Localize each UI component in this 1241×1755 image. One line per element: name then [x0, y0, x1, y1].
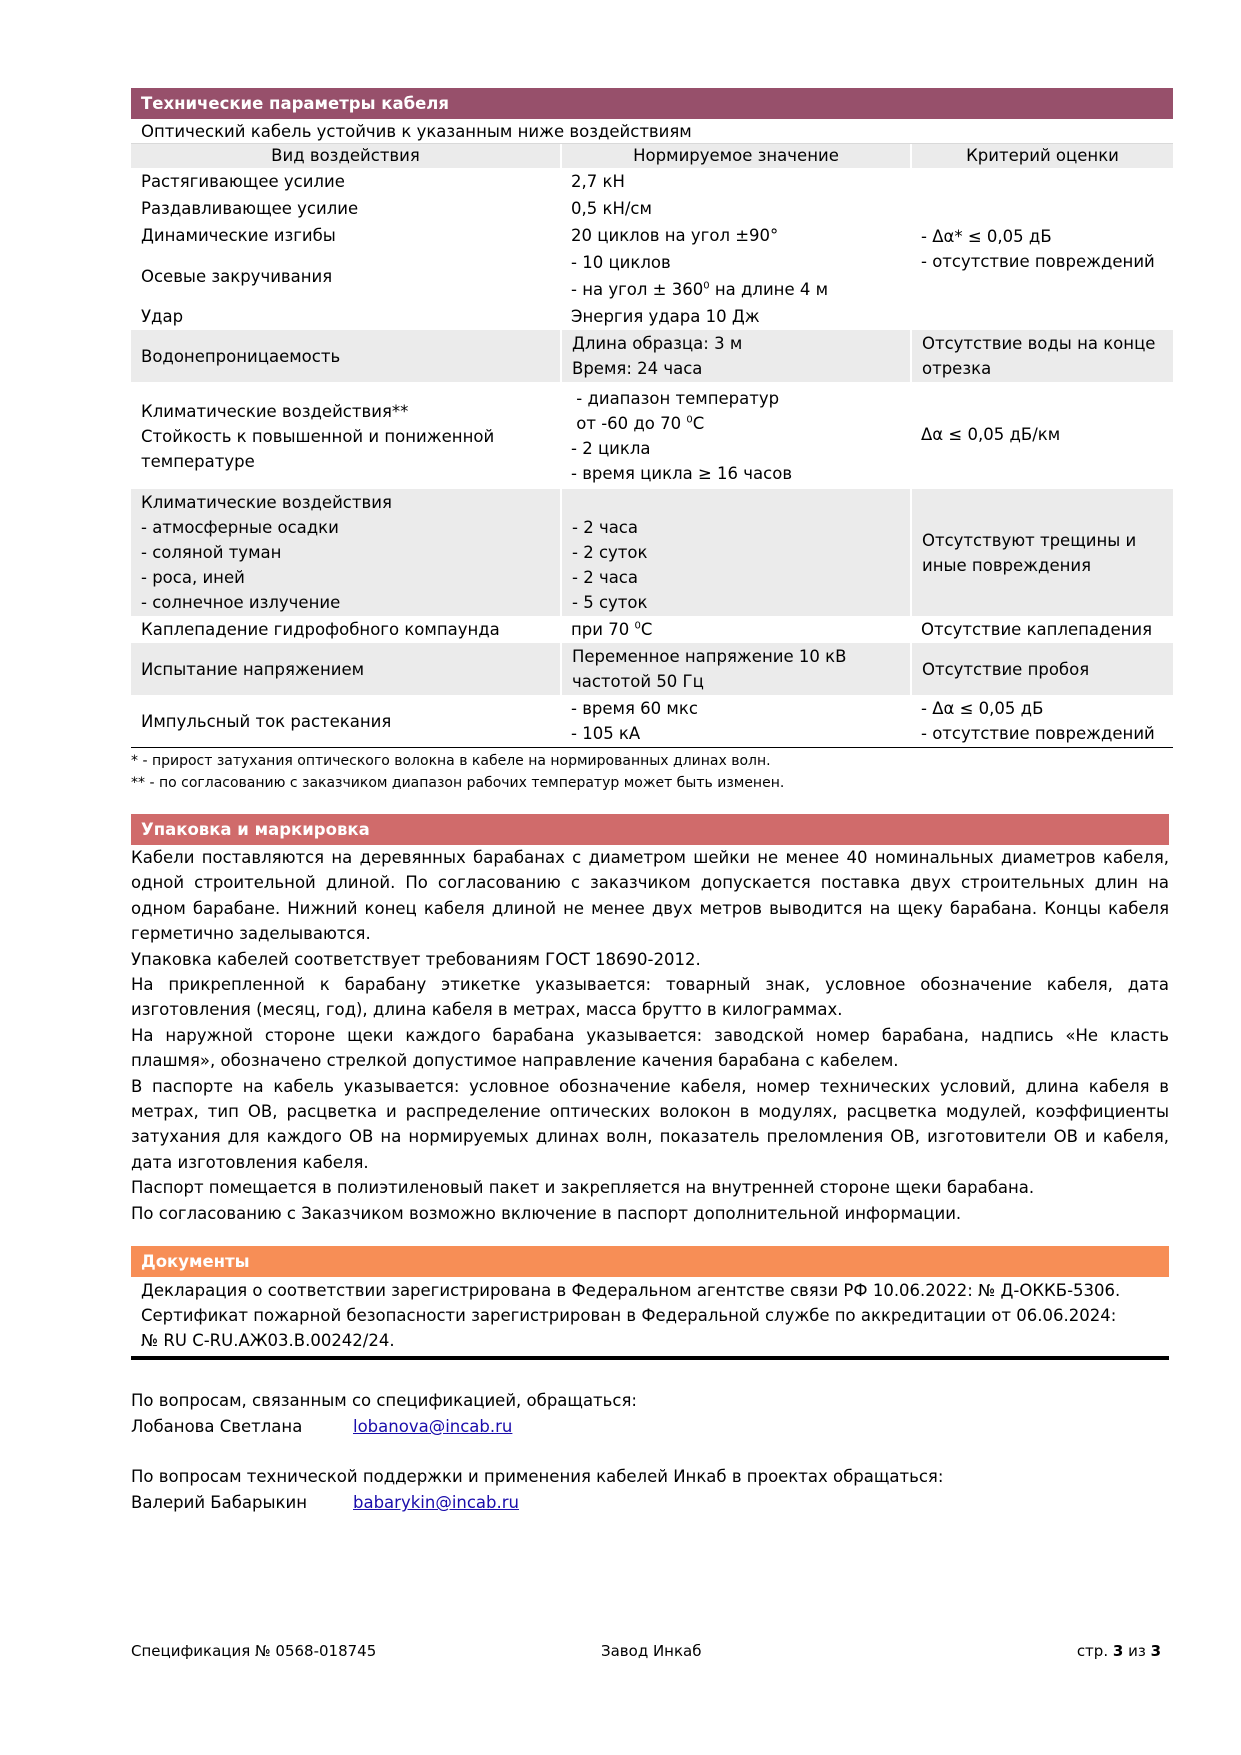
row-value: Энергия удара 10 Дж	[571, 307, 760, 326]
support-contact	[131, 1490, 1181, 1516]
row-value: - 2 часа - 2 суток - 2 часа - 5 суток	[561, 488, 911, 616]
spec-contact	[131, 1414, 1181, 1440]
certificate-line: Сертификат пожарной безопасности зарегистрирован в Федеральной службе по аккредитации от 06.06.2024:	[141, 1306, 1117, 1326]
row-criterion: Отсутствие пробоя	[911, 643, 1173, 695]
row-criterion: Отсутствие воды на конце отрезка	[911, 330, 1173, 382]
packing-paragraph: Кабели поставляются на деревянных барабанах с диаметром шейки не менее 40 номинальных диаметров кабеля, одной строительной длиной. По согласованию с заказчиком допускается поставка двух строительных длин на одном барабане. Нижний конец кабеля длиной не менее двух метров выводится на щеку барабана. Концы кабеля герметично заделываются.	[131, 848, 1169, 944]
table-row	[131, 330, 1173, 382]
row-value: Переменное напряжение 10 кВ частотой 50 Гц	[561, 643, 911, 695]
tech-params-table	[131, 144, 1173, 748]
col-header-criterion: Критерий оценки	[911, 144, 1173, 168]
table-header-row	[131, 144, 1173, 168]
row-criterion: Отсутствуют трещины и иные повреждения	[911, 488, 1173, 616]
row-value: 2,7 кН	[571, 172, 625, 191]
row-name: Водонепроницаемость	[131, 330, 561, 382]
footnote-2: ** - по согласованию с заказчиком диапазон рабочих температур может быть изменен.	[131, 775, 785, 791]
row-value: 0,5 кН/см	[571, 199, 652, 218]
footer-page-number: стр. 3 из 3	[1076, 1642, 1161, 1660]
row-name: Растягивающее усилие	[141, 172, 345, 191]
col-header-impact: Вид воздействия	[131, 144, 561, 168]
documents-title: Документы	[131, 1246, 1169, 1277]
documents-text	[131, 1277, 1169, 1360]
row-name: Осевые закручивания	[141, 266, 333, 286]
packing-paragraph: На наружной стороне щеки каждого барабана указывается: заводской номер барабана, надпись «Не класть плашмя», обозначено стрелкой допустимое направление качения барабана с кабелем.	[131, 1025, 1169, 1071]
packing-text	[131, 845, 1169, 1226]
row-value: - 10 циклов	[571, 253, 671, 272]
table-row	[131, 616, 1173, 643]
footnote-1: * - прирост затухания оптического волокна в кабеле на нормированных длинах волн.	[131, 753, 771, 769]
certificate-number: № RU C-RU.АЖ03.В.00242/24.	[141, 1331, 395, 1351]
row-value: при 70 $^0$С	[571, 620, 653, 639]
table-row	[131, 488, 1173, 616]
row-criterion: Δα ≤ 0,05 дБ/км	[921, 425, 1061, 444]
table-row	[131, 695, 1173, 748]
row-value: Длина образца: 3 м Время: 24 часа	[561, 330, 911, 382]
support-contact-name: Валерий Бабарыкин	[131, 1493, 307, 1513]
packing-paragraph: По согласованию с Заказчиком возможно включение в паспорт дополнительной информации.	[131, 1203, 962, 1223]
col-header-value: Нормируемое значение	[561, 144, 911, 168]
row-name: Раздавливающее усилие	[141, 199, 359, 218]
row-name: Каплепадение гидрофобного компаунда	[141, 620, 500, 639]
packing-paragraph: Паспорт помещается в полиэтиленовый пакет и закрепляется на внутренней стороне щеки барабана.	[131, 1178, 1035, 1198]
tech-params-title: Технические параметры кабеля	[131, 88, 1173, 119]
row-name: Испытание напряжением	[131, 643, 561, 695]
footer-spec-number: Спецификация № 0568-018745	[131, 1642, 377, 1660]
row-criterion: - Δα* ≤ 0,05 дБ - отсутствие повреждений	[921, 227, 1155, 271]
spec-contact-name: Лобанова Светлана	[131, 1417, 303, 1437]
support-contact-prompt: По вопросам технической поддержки и применения кабелей Инкаб в проектах обращаться:	[131, 1467, 944, 1487]
table-footnotes	[131, 748, 1181, 794]
row-name: Удар	[141, 307, 184, 326]
row-name: Динамические изгибы	[141, 226, 336, 245]
table-row	[131, 382, 1173, 488]
document-page	[131, 88, 1181, 1516]
row-criterion: Отсутствие каплепадения	[921, 620, 1153, 639]
table-row	[131, 643, 1173, 695]
spec-contact-prompt: По вопросам, связанным со спецификацией, обращаться:	[131, 1391, 637, 1411]
row-value: - на угол ± $360^0$ на длине 4 м	[571, 280, 829, 299]
row-value: - диапазон температур от -60 до 70 $^0$С - 2 цикла - время цикла ≥ 16 часов	[571, 389, 793, 483]
table-row	[131, 168, 1173, 195]
packing-paragraph: Упаковка кабелей соответствует требованиям ГОСТ 18690-2012.	[131, 949, 701, 969]
row-name: Климатические воздействия** Стойкость к повышенной и пониженной температуре	[141, 401, 495, 471]
support-contact-email-link[interactable]: babarykin@incab.ru	[353, 1493, 519, 1513]
row-criterion: - Δα ≤ 0,05 дБ - отсутствие повреждений	[921, 699, 1155, 743]
tech-params-intro: Оптический кабель устойчив к указанным ниже воздействиям	[131, 119, 1173, 144]
row-value: 20 циклов на угол ±90°	[571, 226, 779, 245]
packing-paragraph: На прикрепленной к барабану этикетке указывается: товарный знак, условное обозначение кабеля, дата изготовления (месяц, год), длина кабеля в метрах, масса брутто в килограммах.	[131, 975, 1169, 1020]
packing-paragraph: В паспорте на кабель указывается: условное обозначение кабеля, номер технических условий, длина кабеля в метрах, тип ОВ, расцветка и распределение оптических волокон в модулях, расцветка модулей, коэффициенты затухания для каждого ОВ на нормируемых длинах волн, показатель преломления ОВ, изготовители ОВ и кабеля, дата изготовления кабеля.	[131, 1076, 1169, 1172]
row-value: - время 60 мкс - 105 кА	[571, 699, 698, 743]
declaration-line: Декларация о соответствии зарегистрирована в Федеральном агентстве связи РФ 10.06.2022: № Д-ОККБ-5306.	[141, 1281, 1121, 1301]
packing-title: Упаковка и маркировка	[131, 814, 1169, 845]
row-name: Климатические воздействия - атмосферные осадки - соляной туман - роса, иней - солнечное излучение	[131, 488, 561, 616]
contacts-section	[131, 1388, 1181, 1516]
spec-contact-email-link[interactable]: lobanova@incab.ru	[353, 1417, 513, 1437]
row-name: Импульсный ток растекания	[141, 711, 392, 731]
footer-company: Завод Инкаб	[601, 1642, 702, 1660]
